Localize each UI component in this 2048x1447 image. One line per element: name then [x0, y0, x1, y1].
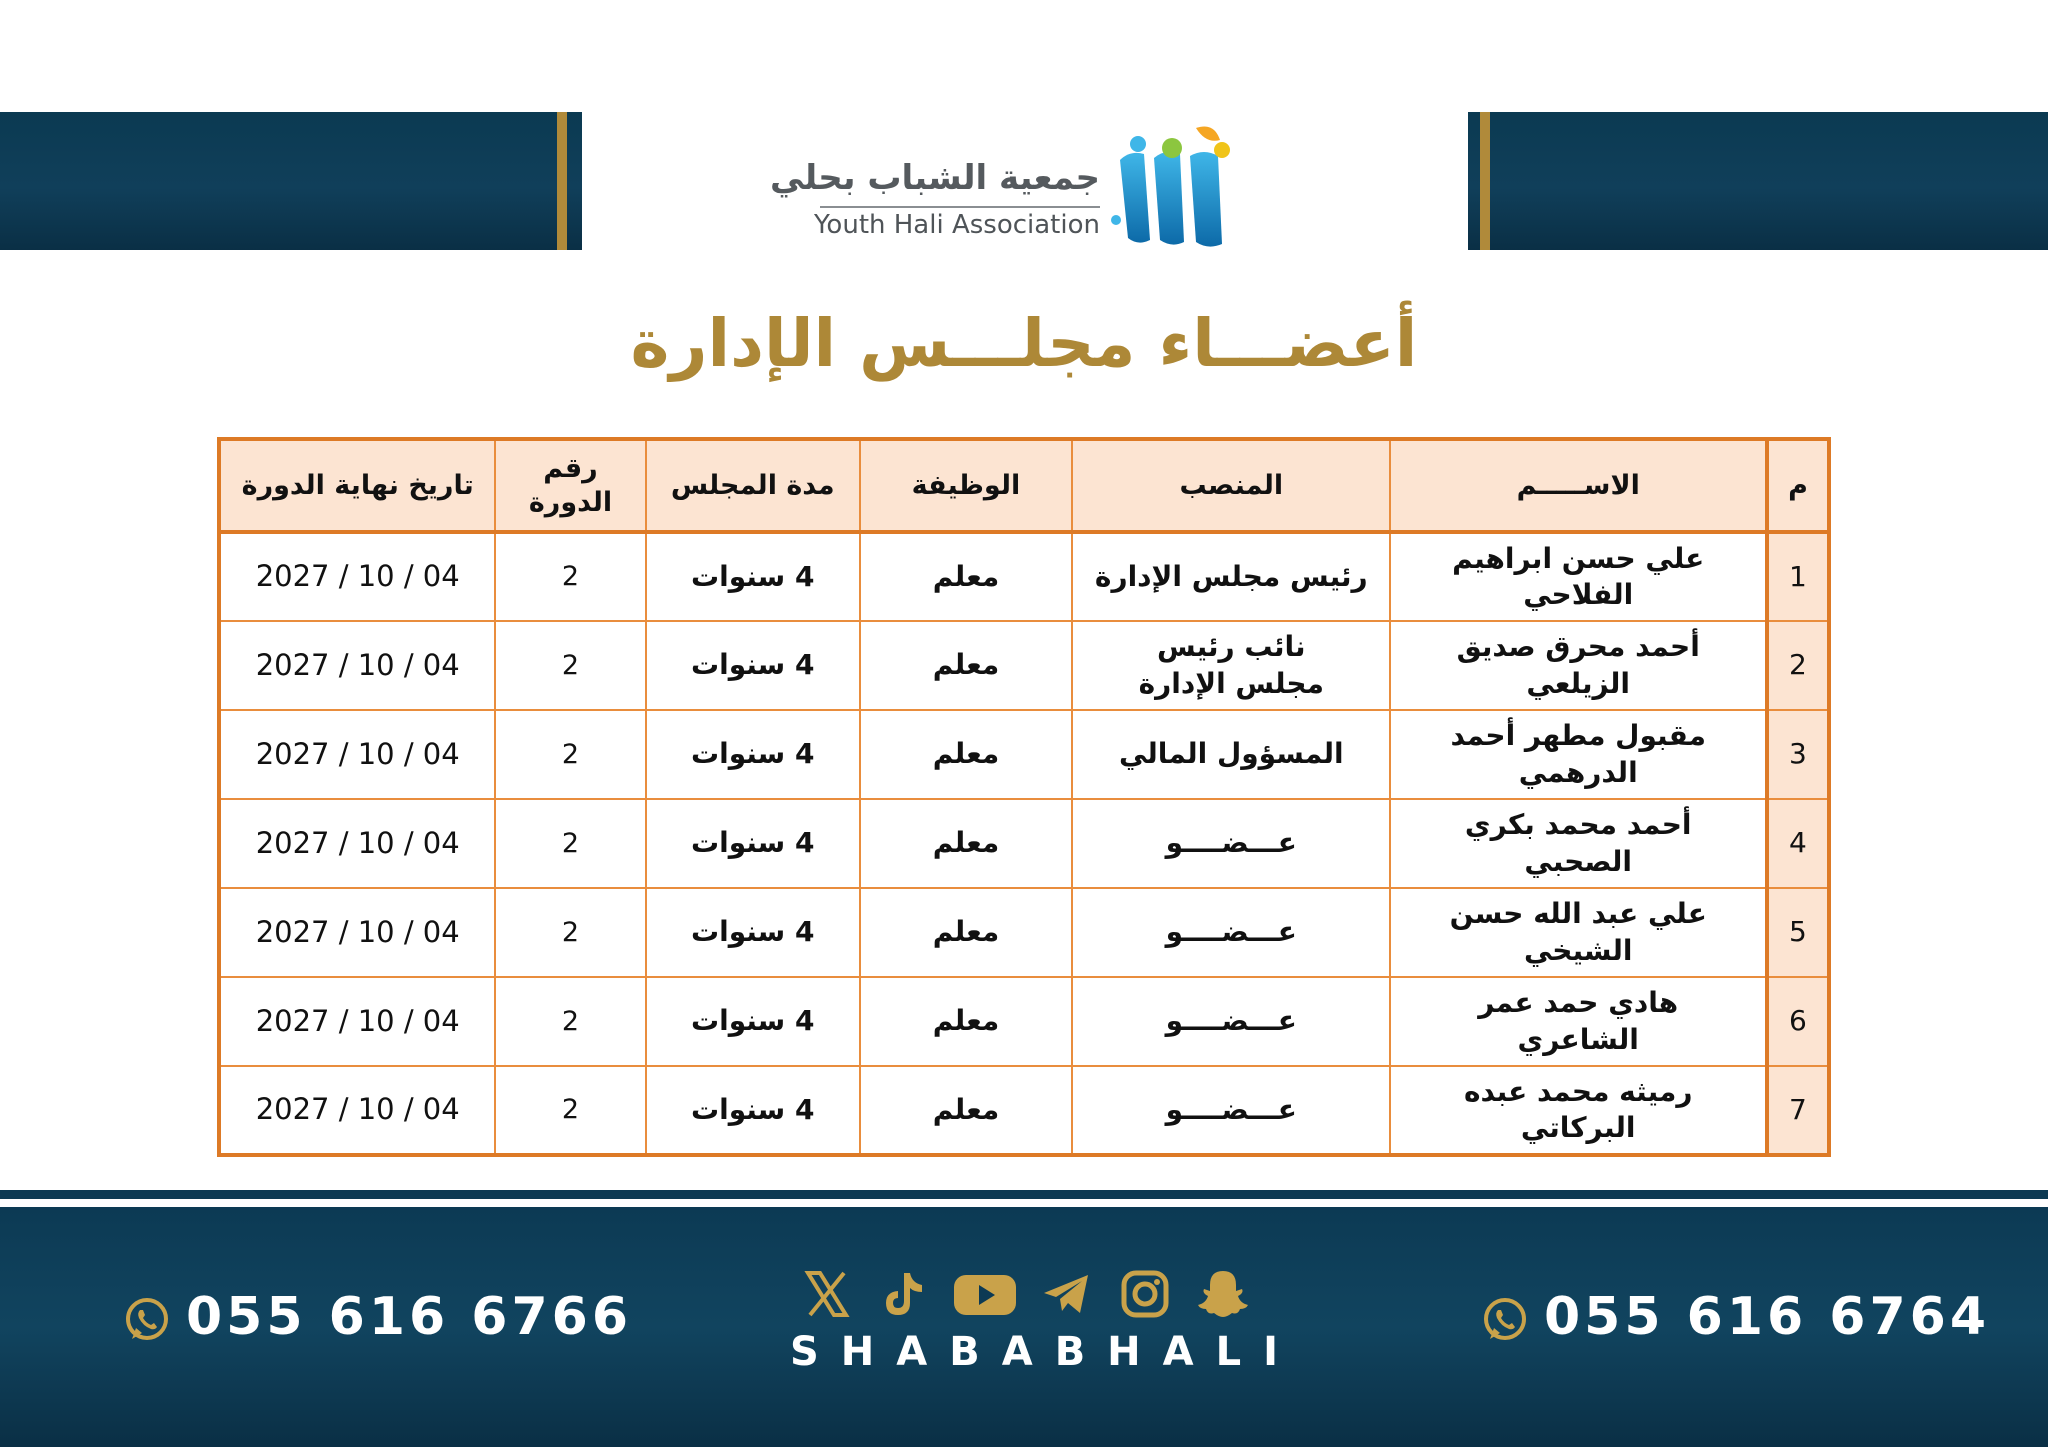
cell-end-date: 2027 / 10 / 04	[219, 1066, 495, 1155]
cell-name: أحمد محرق صديق الزيلعي	[1390, 621, 1766, 710]
header-term: مدة المجلس	[646, 439, 860, 532]
cell-term: 4 سنوات	[646, 532, 860, 621]
cell-job: معلم	[860, 532, 1072, 621]
gold-accent-right	[1480, 112, 1490, 250]
cell-term: 4 سنوات	[646, 799, 860, 888]
cell-term: 4 سنوات	[646, 710, 860, 799]
cell-name: هادي حمد عمر الشاعري	[1390, 977, 1766, 1066]
phone-number-right: 055 616 6764	[1544, 1287, 1991, 1347]
table-row	[219, 799, 1829, 888]
cell-position: نائب رئيس مجلس الإدارة	[1072, 621, 1390, 710]
gold-accent-left	[557, 112, 567, 250]
cell-index: 2	[1767, 621, 1829, 710]
logo-mark-icon	[1110, 120, 1240, 250]
cell-end-date: 2027 / 10 / 04	[219, 977, 495, 1066]
cell-position: المسؤول المالي	[1072, 710, 1390, 799]
header-job: الوظيفة	[860, 439, 1072, 532]
cell-index: 4	[1767, 799, 1829, 888]
cell-end-date: 2027 / 10 / 04	[219, 799, 495, 888]
cell-job: معلم	[860, 621, 1072, 710]
top-banner-left	[0, 112, 582, 250]
cell-position: عـــضــــو	[1072, 977, 1390, 1066]
cell-name: رميثه محمد عبده البركاتي	[1390, 1066, 1766, 1155]
cell-index: 7	[1767, 1066, 1829, 1155]
cell-job: معلم	[860, 710, 1072, 799]
header-session-number: رقم الدورة	[495, 439, 645, 532]
phone-contact-right[interactable]	[1480, 1287, 1990, 1347]
cell-index: 5	[1767, 888, 1829, 977]
cell-name: مقبول مطهر أحمد الدرهمي	[1390, 710, 1766, 799]
phone-number-left: 055 616 6766	[186, 1287, 633, 1347]
header-index: م	[1767, 439, 1829, 532]
table-row	[219, 621, 1829, 710]
cell-position: عـــضــــو	[1072, 1066, 1390, 1155]
logo-arabic-text: جمعية الشباب بحلي	[769, 158, 1100, 198]
cell-name: علي عبد الله حسن الشيخي	[1390, 888, 1766, 977]
cell-position: عـــضــــو	[1072, 799, 1390, 888]
cell-end-date: 2027 / 10 / 04	[219, 710, 495, 799]
x-icon[interactable]	[800, 1267, 854, 1321]
footer	[0, 1207, 2048, 1447]
cell-end-date: 2027 / 10 / 04	[219, 888, 495, 977]
cell-job: معلم	[860, 888, 1072, 977]
tiktok-icon[interactable]	[876, 1267, 930, 1321]
social-icons-row	[800, 1267, 1260, 1323]
top-banner-right	[1468, 112, 2048, 250]
cell-term: 4 سنوات	[646, 888, 860, 977]
cell-session-number: 2	[495, 1066, 645, 1155]
phone-contact-left[interactable]	[122, 1287, 632, 1347]
cell-name: علي حسن ابراهيم الفلاحي	[1390, 532, 1766, 621]
cell-index: 1	[1767, 532, 1829, 621]
cell-index: 3	[1767, 710, 1829, 799]
footer-stripe	[0, 1190, 2048, 1199]
cell-session-number: 2	[495, 532, 645, 621]
whatsapp-icon	[1480, 1295, 1530, 1345]
cell-name: أحمد محمد بكري الصحبي	[1390, 799, 1766, 888]
page-title: أعضـــاء مجلـــس الإدارة	[630, 305, 1418, 382]
cell-job: معلم	[860, 799, 1072, 888]
cell-term: 4 سنوات	[646, 621, 860, 710]
cell-index: 6	[1767, 977, 1829, 1066]
cell-session-number: 2	[495, 710, 645, 799]
board-members-table	[217, 437, 1831, 1157]
instagram-icon[interactable]	[1118, 1267, 1172, 1321]
cell-session-number: 2	[495, 888, 645, 977]
cell-session-number: 2	[495, 621, 645, 710]
cell-term: 4 سنوات	[646, 977, 860, 1066]
table-row	[219, 977, 1829, 1066]
snapchat-icon[interactable]	[1196, 1267, 1250, 1321]
cell-end-date: 2027 / 10 / 04	[219, 532, 495, 621]
cell-session-number: 2	[495, 977, 645, 1066]
header-end-date: تاريخ نهاية الدورة	[219, 439, 495, 532]
social-handle: SHABABHALI	[790, 1329, 1300, 1375]
telegram-icon[interactable]	[1040, 1267, 1094, 1321]
cell-position: عـــضــــو	[1072, 888, 1390, 977]
cell-term: 4 سنوات	[646, 1066, 860, 1155]
table-row	[219, 1066, 1829, 1155]
cell-position: رئيس مجلس الإدارة	[1072, 532, 1390, 621]
association-logo	[769, 112, 1240, 252]
cell-session-number: 2	[495, 799, 645, 888]
whatsapp-icon	[122, 1295, 172, 1345]
logo-english-text: Youth Hali Association	[814, 210, 1100, 240]
cell-job: معلم	[860, 977, 1072, 1066]
table-row	[219, 710, 1829, 799]
table-header-row	[219, 439, 1829, 532]
header-position: المنصب	[1072, 439, 1390, 532]
table-row	[219, 532, 1829, 621]
youtube-icon[interactable]	[952, 1267, 1018, 1321]
cell-end-date: 2027 / 10 / 04	[219, 621, 495, 710]
table-row	[219, 888, 1829, 977]
cell-job: معلم	[860, 1066, 1072, 1155]
header-name: الاســـــم	[1390, 439, 1766, 532]
logo-divider	[820, 206, 1100, 208]
